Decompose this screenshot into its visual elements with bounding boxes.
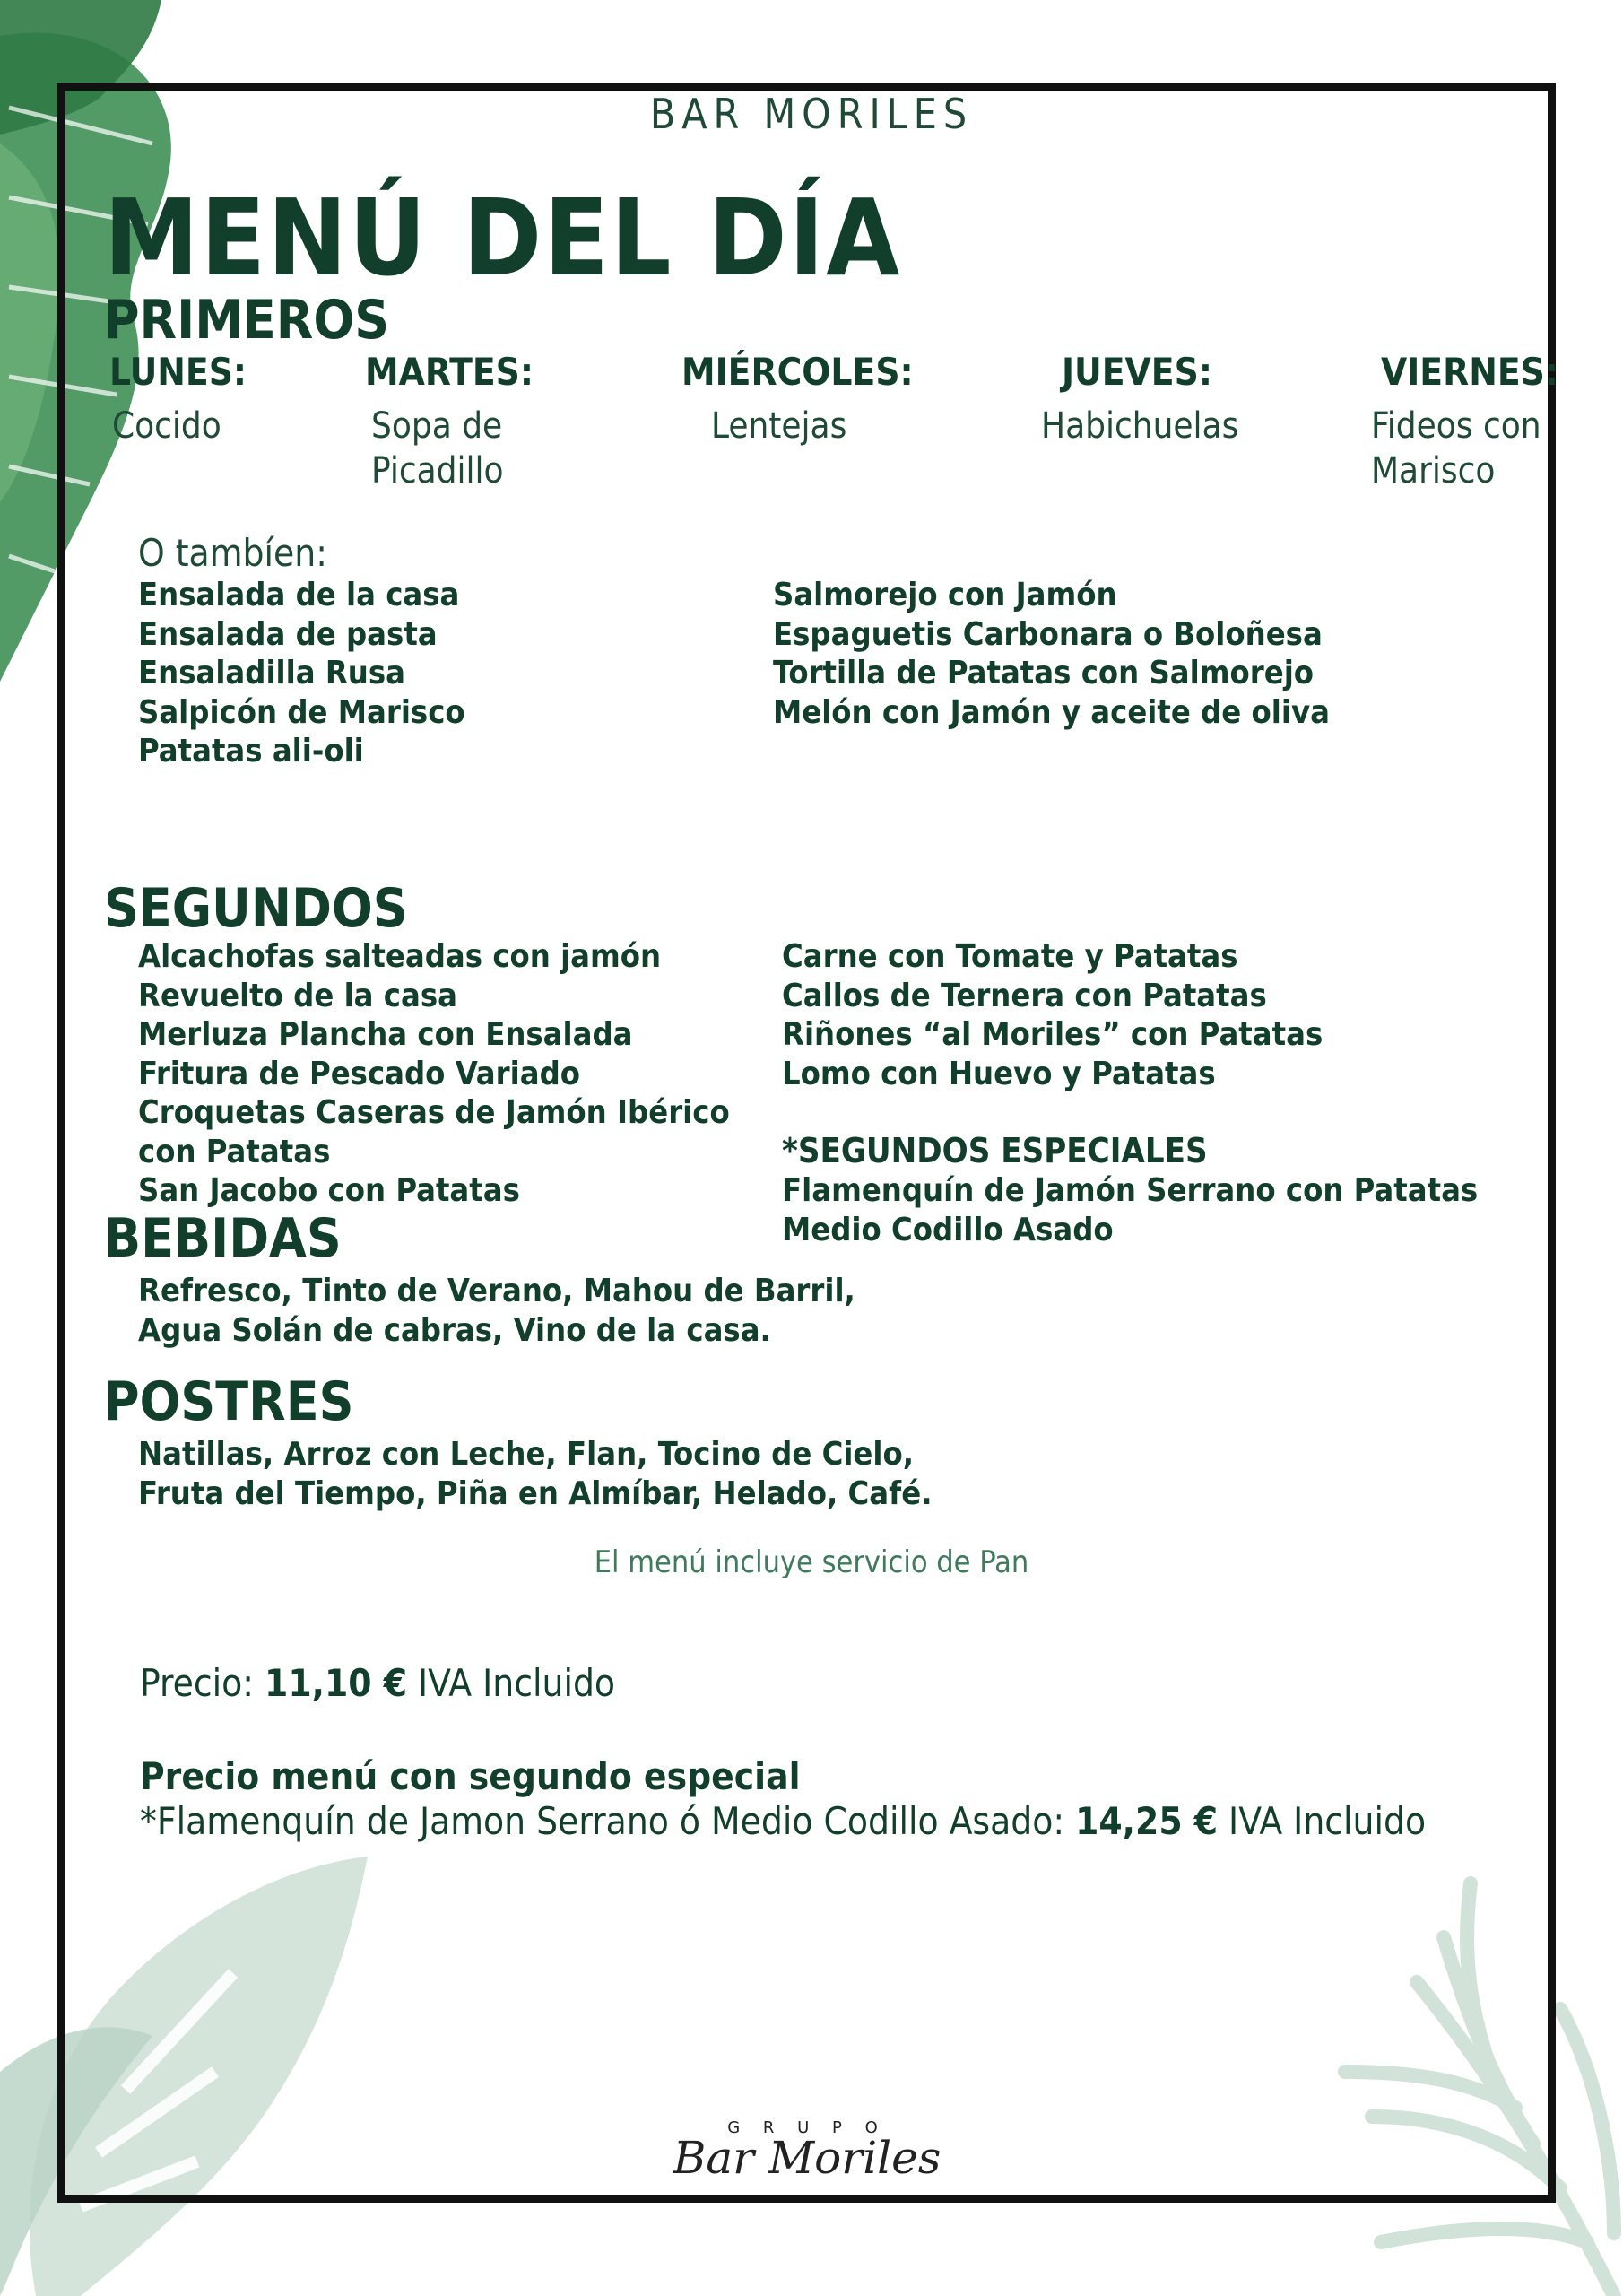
day-dish-miercoles: Lentejas bbox=[711, 405, 847, 447]
list-item: Melón con Jamón y aceite de oliva bbox=[773, 693, 1330, 731]
list-item: Riñones “al Moriles” con Patatas bbox=[782, 1016, 1324, 1053]
segundos-especiales-heading: *SEGUNDOS ESPECIALES bbox=[782, 1131, 1208, 1170]
day-label-viernes: VIERNES: bbox=[1381, 350, 1558, 394]
day-label-miercoles: MIÉRCOLES: bbox=[681, 350, 914, 394]
special-price-suffix: IVA Incluido bbox=[1218, 1799, 1427, 1843]
tambien-label: O tambíen: bbox=[138, 531, 327, 575]
day-dish-viernes: Fideos con Marisco bbox=[1371, 405, 1541, 491]
list-item: Ensaladilla Rusa bbox=[138, 655, 405, 691]
postres-list bbox=[138, 1435, 933, 1513]
logo-grupo-text: G R U P O bbox=[727, 2118, 887, 2137]
list-item: San Jacobo con Patatas bbox=[138, 1172, 520, 1209]
day-label-lunes: LUNES: bbox=[109, 350, 247, 394]
list-item: Agua Solán de cabras, Vino de la casa. bbox=[138, 1311, 771, 1349]
list-item: Fritura de Pescado Variado bbox=[138, 1055, 581, 1092]
list-item: Espaguetis Carbonara o Boloñesa bbox=[773, 615, 1323, 653]
bread-service-note: El menú incluye servicio de Pan bbox=[594, 1544, 1029, 1580]
list-item: Medio Codillo Asado bbox=[782, 1211, 1114, 1248]
special-price-amount: 14,25 € bbox=[1075, 1799, 1219, 1843]
list-item: Revuelto de la casa bbox=[138, 977, 457, 1014]
price-label: Precio: bbox=[140, 1661, 265, 1705]
list-item: Flamenquín de Jamón Serrano con Patatas bbox=[782, 1172, 1479, 1209]
day-dish-martes: Sopa de Picadillo bbox=[371, 405, 504, 491]
segundos-list-left bbox=[138, 937, 730, 1211]
list-item: Merluza Plancha con Ensalada bbox=[138, 1016, 633, 1053]
list-item: Patatas ali-oli bbox=[138, 733, 364, 770]
list-item: Refresco, Tinto de Verano, Mahou de Barril, bbox=[138, 1273, 855, 1309]
list-item: Salpicón de Marisco bbox=[138, 693, 465, 731]
day-dish-lunes: Cocido bbox=[112, 405, 221, 447]
tambien-list-left bbox=[138, 576, 465, 771]
postres-heading: POSTRES bbox=[104, 1370, 354, 1433]
segundos-especiales-list bbox=[782, 1171, 1478, 1249]
list-item: Ensalada de la casa bbox=[138, 577, 460, 613]
grupo-bar-moriles-logo bbox=[664, 2118, 950, 2190]
list-item: Lomo con Huevo y Patatas bbox=[782, 1055, 1216, 1092]
special-price-line bbox=[140, 1799, 1426, 1843]
list-item: Fruta del Tiempo, Piña en Almíbar, Helado, Café. bbox=[138, 1474, 933, 1512]
list-item: con Patatas bbox=[138, 1133, 331, 1170]
bebidas-heading: BEBIDAS bbox=[104, 1207, 342, 1270]
segundos-heading: SEGUNDOS bbox=[104, 877, 408, 940]
tambien-list-right bbox=[773, 576, 1330, 732]
bebidas-list bbox=[138, 1272, 855, 1350]
segundos-list-right bbox=[782, 937, 1323, 1093]
price-amount: 11,10 € bbox=[265, 1661, 407, 1705]
list-item: Croquetas Caseras de Jamón Ibérico bbox=[138, 1094, 730, 1131]
list-item: Callos de Ternera con Patatas bbox=[782, 977, 1267, 1014]
list-item: Carne con Tomate y Patatas bbox=[782, 938, 1238, 975]
list-item: Natillas, Arroz con Leche, Flan, Tocino de Cielo, bbox=[138, 1436, 915, 1473]
list-item: Ensalada de pasta bbox=[138, 615, 438, 653]
day-label-martes: MARTES: bbox=[365, 350, 534, 394]
list-item: Tortilla de Patatas con Salmorejo bbox=[773, 655, 1315, 691]
day-label-jueves: JUEVES: bbox=[1062, 350, 1212, 394]
primeros-heading: PRIMEROS bbox=[104, 289, 390, 352]
page-title: MENÚ DEL DÍA bbox=[104, 176, 902, 300]
price-suffix: IVA Incluido bbox=[407, 1661, 616, 1705]
list-item: Salmorejo con Jamón bbox=[773, 577, 1117, 613]
logo-script-text: Bar Moriles bbox=[673, 2132, 942, 2184]
special-price-label: *Flamenquín de Jamon Serrano ó Medio Codillo Asado: bbox=[140, 1799, 1076, 1843]
list-item: Alcachofas salteadas con jamón bbox=[138, 938, 662, 975]
price-line bbox=[140, 1661, 615, 1705]
brand-name: BAR MORILES bbox=[649, 90, 974, 138]
special-price-heading: Precio menú con segundo especial bbox=[140, 1754, 801, 1798]
day-dish-jueves: Habichuelas bbox=[1041, 405, 1239, 447]
